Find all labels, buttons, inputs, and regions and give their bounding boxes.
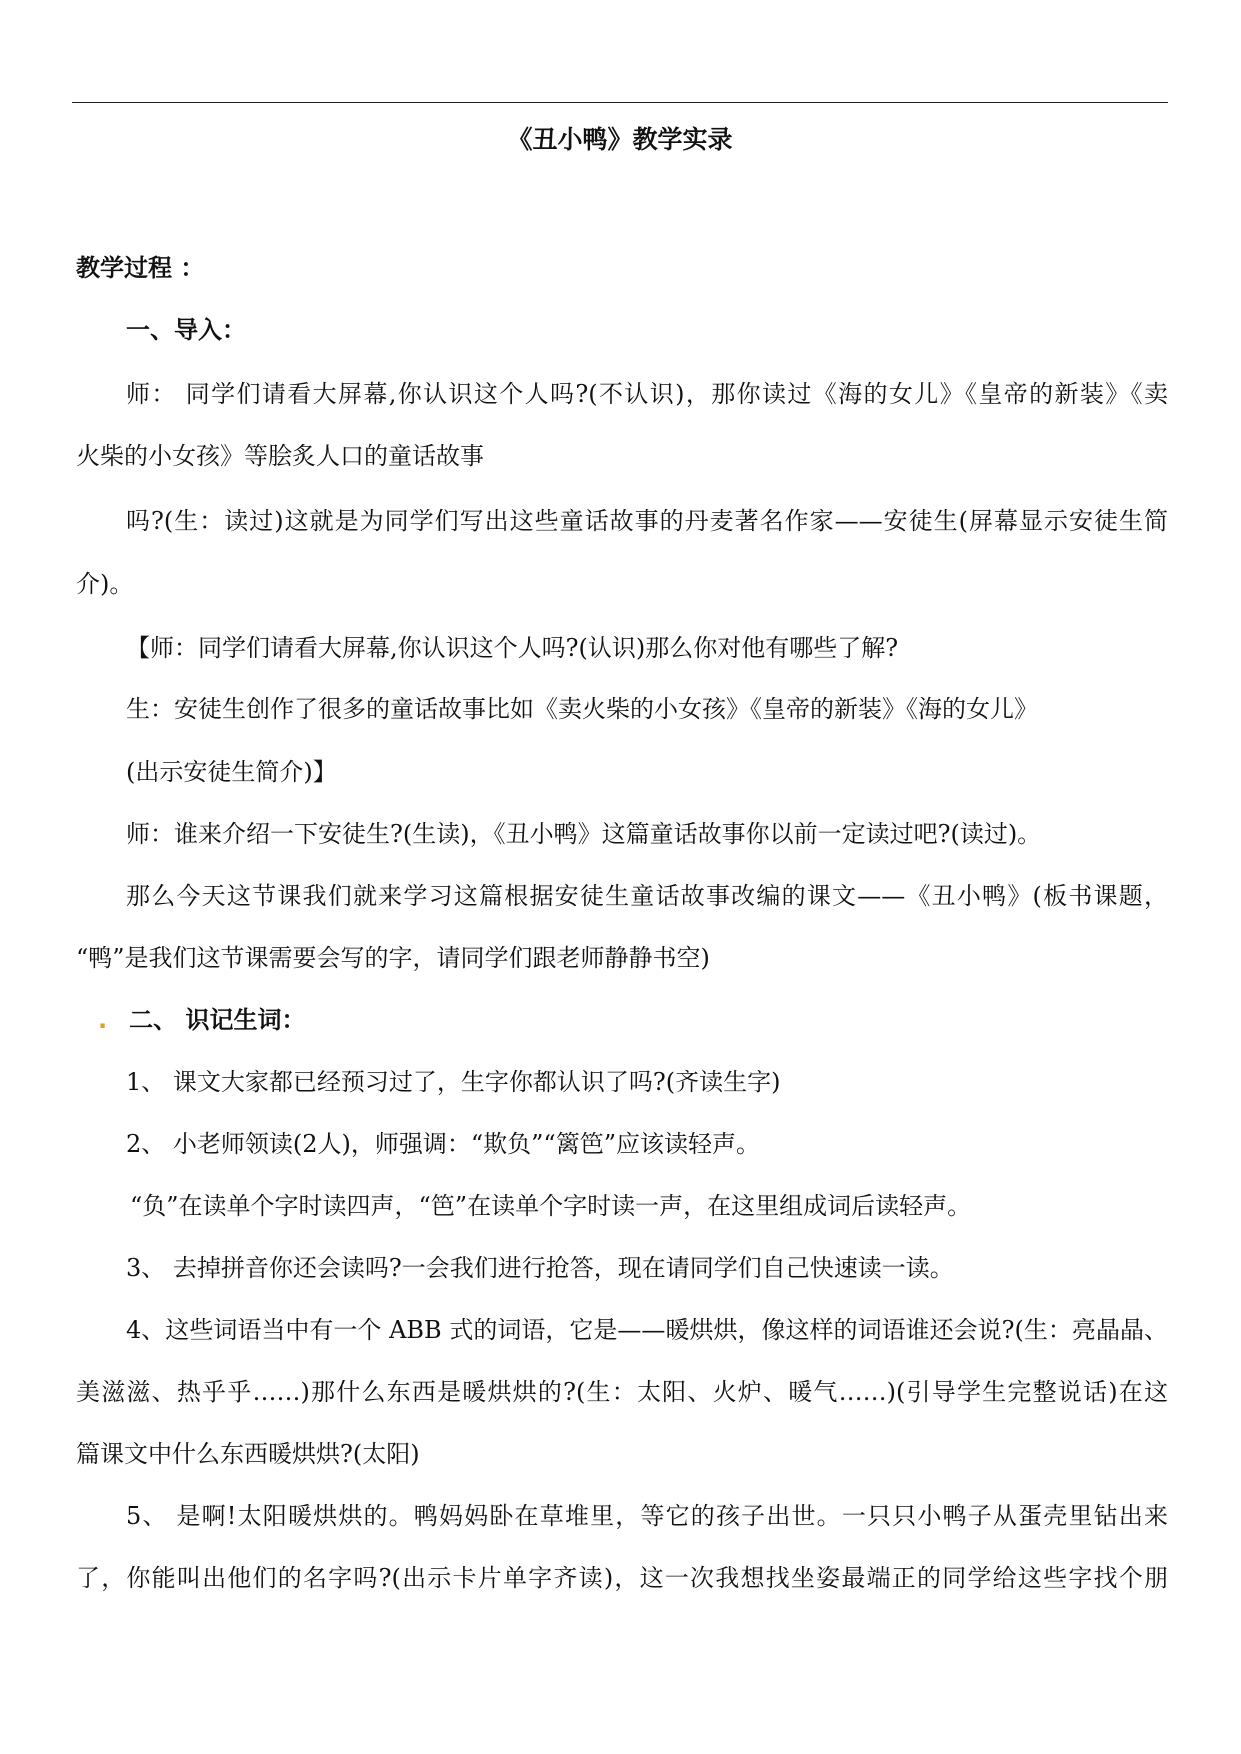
heading-intro: 一、导入： [126, 316, 246, 344]
paragraph-line: 那么今天这节课我们就来学习这篇根据安徒生童话故事改编的课文——《丑小鸭》(板书课题， [126, 882, 1168, 910]
paragraph-line: 火柴的小女孩》等脍炙人口的童话故事 [76, 442, 484, 470]
paragraph-line: “负”在读单个字时读四声，“笆”在读单个字时读一声，在这里组成词后读轻声。 [130, 1192, 972, 1220]
paragraph-line: 介)。 [76, 570, 134, 598]
heading-vocab-label: 二、 识记生词： [129, 1006, 306, 1034]
bullet-icon: . [98, 1006, 108, 1034]
paragraph-line: 了，你能叫出他们的名字吗?(出示卡片单字齐读)，这一次我想找坐姿最端正的同学给这些字找个朋 [76, 1564, 1168, 1592]
section-heading: 教学过程 ： [76, 254, 205, 282]
list-item: 3、 去掉拼音你还会读吗?一会我们进行抢答，现在请同学们自己快速读一读。 [126, 1254, 954, 1282]
paragraph-line: 师：谁来介绍一下安徒生?(生读)，《丑小鸭》这篇童话故事你以前一定读过吧?(读过)。 [126, 820, 1042, 848]
paragraph-line: (出示安徒生简介)】 [126, 758, 337, 786]
heading-vocab [98, 1004, 305, 1036]
list-item: 4、这些词语当中有一个 ABB 式的词语，它是——暖烘烘，像这样的词语谁还会说?(生：亮晶晶、 [126, 1316, 1168, 1344]
header-rule [72, 102, 1168, 103]
paragraph-line: 生：安徒生创作了很多的童话故事比如《卖火柴的小女孩》《皇帝的新装》《海的女儿》 [126, 695, 1038, 723]
list-item: 2、 小老师领读(2人)，师强调：“欺负”“篱笆”应该读轻声。 [126, 1130, 760, 1158]
paragraph-line: 篇课文中什么东西暖烘烘?(太阳) [76, 1440, 420, 1468]
paragraph-line: 师： 同学们请看大屏幕,你认识这个人吗?(不认识)，那你读过《海的女儿》《皇帝的新装》《卖 [126, 380, 1168, 408]
paragraph-line: 美滋滋、热乎乎……)那什么东西是暖烘烘的?(生：太阳、火炉、暖气……)(引导学生完整说话)在这 [76, 1378, 1168, 1406]
list-item: 5、 是啊!太阳暖烘烘的。鸭妈妈卧在草堆里，等它的孩子出世。一只只小鸭子从蛋壳里钻出来 [126, 1502, 1168, 1530]
paragraph-line: 吗?(生：读过)这就是为同学们写出这些童话故事的丹麦著名作家——安徒生(屏幕显示安徒生简 [126, 507, 1168, 535]
document-title: 《丑小鸭》教学实录 [507, 125, 733, 154]
paragraph-line: “鸭”是我们这节课需要会写的字，请同学们跟老师静静书空) [76, 944, 710, 972]
paragraph-line: 【师：同学们请看大屏幕,你认识这个人吗?(认识)那么你对他有哪些了解? [126, 634, 899, 662]
list-item: 1、 课文大家都已经预习过了，生字你都认识了吗?(齐读生字) [126, 1068, 781, 1096]
